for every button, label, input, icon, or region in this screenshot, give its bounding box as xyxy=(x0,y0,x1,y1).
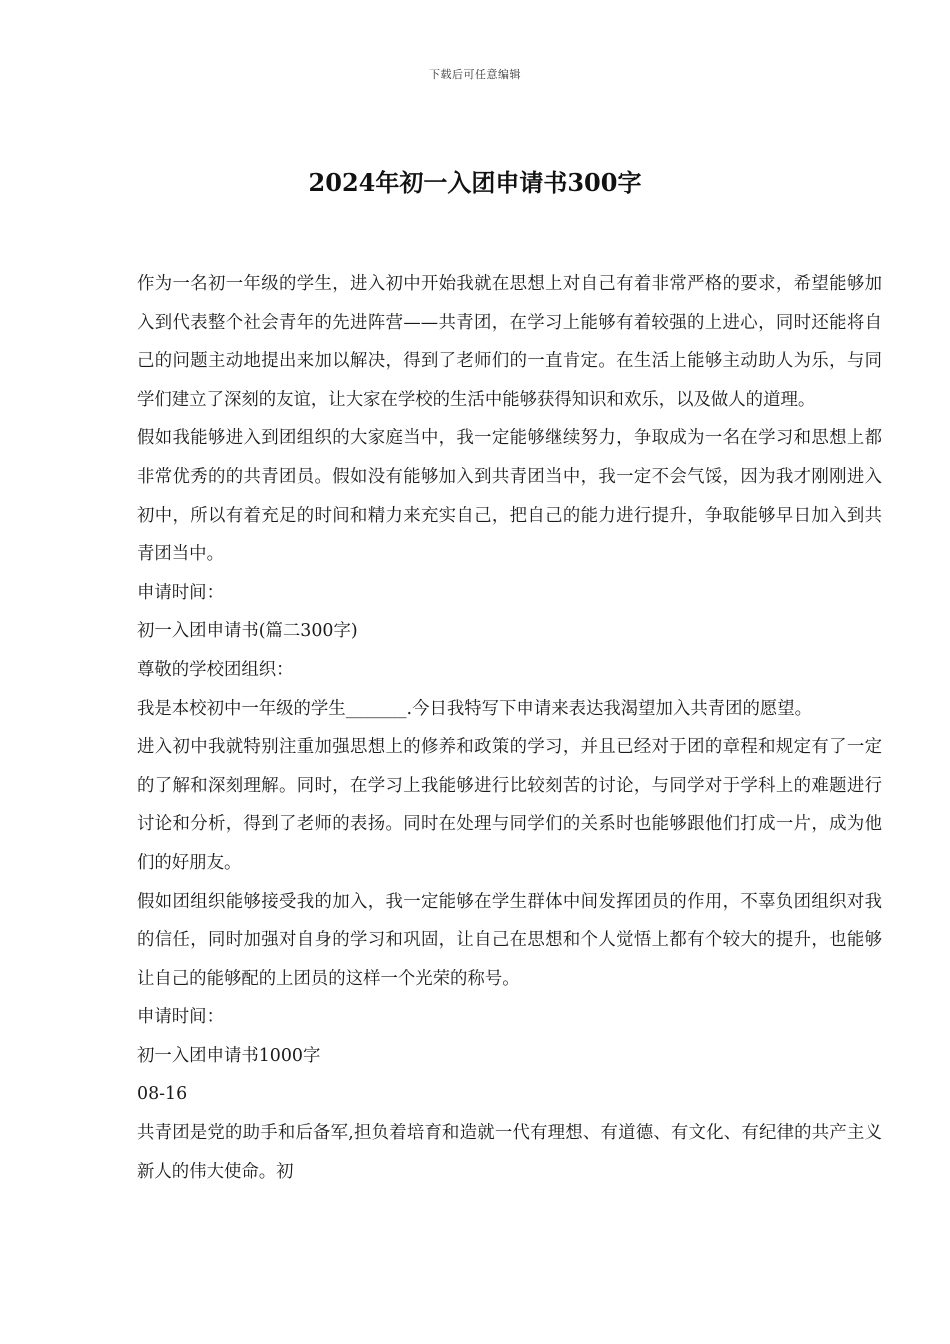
paragraph-1: 作为一名初一年级的学生，进入初中开始我就在思想上对自己有着非常严格的要求，希望能够加入到代表整个社会青年的先进阵营——共青团，在学习上能够有着较强的上进心，同时还能将自己的问题主动地提出来加以解决，得到了老师们的一直肯定。在生活上能够主动助人为乐，与同学们建立了深刻的友谊，让大家在学校的生活中能够获得知识和欢乐，以及做人的道理。 xyxy=(137,274,882,410)
paragraph-4: 假如团组织能够接受我的加入，我一定能够在学生群体中间发挥团员的作用，不辜负团组织对我的信任，同时加强对自身的学习和巩固，让自己在思想和个人觉悟上都有个较大的提升，也能够让自己的能够配的上团员的这样一个光荣的称号。 xyxy=(137,891,882,989)
document-title: 2024年初一入团申请书300字 xyxy=(308,168,642,197)
application-date-label-2: 申请时间： xyxy=(137,1007,224,1028)
document-body xyxy=(137,265,882,1191)
paragraph-5: 共青团是党的助手和后备军,担负着培育和造就一代有理想、有道德、有文化、有纪律的共产主义新人的伟大使命。初 xyxy=(137,1123,882,1182)
paragraph-2: 假如我能够进入到团组织的大家庭当中，我一定能够继续努力，争取成为一名在学习和思想上都非常优秀的的共青团员。假如没有能够加入到共青团当中，我一定不会气馁，因为我才刚刚进入初中，所以有着充足的时间和精力来充实自己，把自己的能力进行提升，争取能够早日加入到共青团当中。 xyxy=(137,428,882,565)
application-date-label-1: 申请时间： xyxy=(137,582,224,603)
paragraph-3: 进入初中我就特别注重加强思想上的修养和政策的学习，并且已经对于团的章程和规定有了一定的了解和深刻理解。同时，在学习上我能够进行比较刻苦的讨论，与同学对于学科上的难题进行讨论和分析，得到了老师的表扬。同时在处理与同学们的关系时也能够跟他们打成一片，成为他们的好朋友。 xyxy=(137,737,882,873)
intro-sentence: 我是本校初中一年级的学生_______.今日我特写下申请来表达我渴望加入共青团的愿望。 xyxy=(137,698,813,719)
section-heading-1000: 初一入团申请书1000字 xyxy=(137,1045,321,1066)
salutation: 尊敬的学校团组织： xyxy=(137,659,294,680)
date-stamp: 08-16 xyxy=(137,1084,188,1105)
section-heading-part-two: 初一入团申请书(篇二300字) xyxy=(137,621,358,642)
header-note: 下载后可任意编辑 xyxy=(429,68,521,81)
